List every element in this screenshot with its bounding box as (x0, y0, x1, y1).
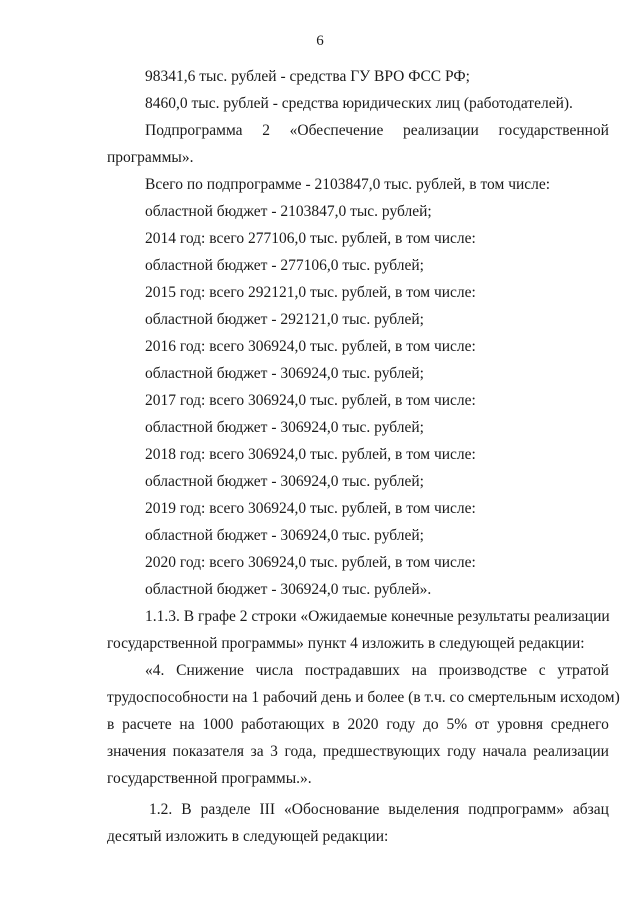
document-body (107, 63, 620, 850)
word: выделения (388, 801, 460, 818)
word: Снижение (176, 662, 244, 679)
justified-line (107, 117, 609, 144)
word: в (107, 716, 115, 733)
text-line: 98341,6 тыс. рублей - средства ГУ ВРО ФСС РФ; (145, 68, 470, 85)
word: В (181, 801, 192, 818)
text-line: областной бюджет - 306924,0 тыс. рублей; (145, 419, 424, 436)
text-line: областной бюджет - 306924,0 тыс. рублей; (145, 365, 424, 382)
word: государственной (498, 122, 609, 139)
word: 2 (262, 122, 270, 139)
word: за (250, 743, 264, 760)
word: 2020 (347, 716, 379, 733)
text-line: государственной программы» пункт 4 изложить в следующей редакции: (107, 635, 585, 652)
word: году (386, 716, 416, 733)
word: значения (107, 743, 167, 760)
text-line: Всего по подпрограмме - 2103847,0 тыс. рублей, в том числе: (145, 176, 551, 193)
word: Подпрограмма (145, 122, 243, 139)
text-line: 8460,0 тыс. рублей - средства юридических лиц (работодателей). (145, 95, 573, 112)
text-line: государственной программы.». (107, 770, 312, 787)
text-line: 2020 год: всего 306924,0 тыс. рублей, в том числе: (145, 554, 476, 571)
word: среднего (550, 716, 609, 733)
text-line: областной бюджет - 2103847,0 тыс. рублей; (145, 203, 432, 220)
word: реализации (533, 743, 609, 760)
text-line: десятый изложить в следующей редакции: (107, 828, 389, 845)
justified-line (107, 796, 609, 823)
word: в (332, 716, 340, 733)
word: начала (482, 743, 527, 760)
word: разделе (200, 801, 251, 818)
text-line: областной бюджет - 277106,0 тыс. рублей; (145, 257, 424, 274)
word: на (179, 716, 195, 733)
word: показателя (172, 743, 244, 760)
word: абзац (572, 801, 609, 818)
text-line: 2015 год: всего 292121,0 тыс. рублей, в том числе: (145, 284, 476, 301)
word: года, (284, 743, 317, 760)
text-line: областной бюджет - 306924,0 тыс. рублей». (145, 581, 432, 598)
text-line: трудоспособности на 1 рабочий день и более (в т.ч. со смертельным исходом) (107, 689, 620, 706)
word: предшествующих (323, 743, 441, 760)
justified-line (107, 738, 609, 765)
justified-line (107, 657, 609, 684)
word: реализации (403, 122, 479, 139)
text-line: 2018 год: всего 306924,0 тыс. рублей, в том числе: (145, 446, 476, 463)
text-line: 2017 год: всего 306924,0 тыс. рублей, в том числе: (145, 392, 476, 409)
text-line: областной бюджет - 292121,0 тыс. рублей; (145, 311, 424, 328)
text-line: программы». (107, 149, 194, 166)
word: утратой (557, 662, 609, 679)
word: 1000 (202, 716, 234, 733)
word: с (538, 662, 546, 679)
word: пострадавших (304, 662, 400, 679)
word: 1.2. (149, 801, 173, 818)
page-number: 6 (316, 33, 324, 49)
word: числа (255, 662, 294, 679)
word: уровня (497, 716, 543, 733)
word: году (447, 743, 477, 760)
word: работающих (241, 716, 325, 733)
word: «4. (145, 662, 165, 679)
text-line: 2016 год: всего 306924,0 тыс. рублей, в том числе: (145, 338, 476, 355)
word: III (259, 801, 275, 818)
word: до (423, 716, 439, 733)
word: от (474, 716, 490, 733)
text-line: 1.1.3. В графе 2 строки «Ожидаемые конечные результаты реализации (145, 608, 610, 625)
justified-line (107, 711, 609, 738)
word: производстве (438, 662, 527, 679)
text-line: 2014 год: всего 277106,0 тыс. рублей, в том числе: (145, 230, 476, 247)
text-line: областной бюджет - 306924,0 тыс. рублей; (145, 473, 424, 490)
word: на (411, 662, 427, 679)
text-line: областной бюджет - 306924,0 тыс. рублей; (145, 527, 424, 544)
text-line: 2019 год: всего 306924,0 тыс. рублей, в том числе: (145, 500, 476, 517)
word: 3 (270, 743, 278, 760)
word: «Обеспечение (289, 122, 384, 139)
word: расчете (122, 716, 172, 733)
word: «Обоснование (284, 801, 380, 818)
word: 5% (446, 716, 468, 733)
word: подпрограмм» (468, 801, 564, 818)
